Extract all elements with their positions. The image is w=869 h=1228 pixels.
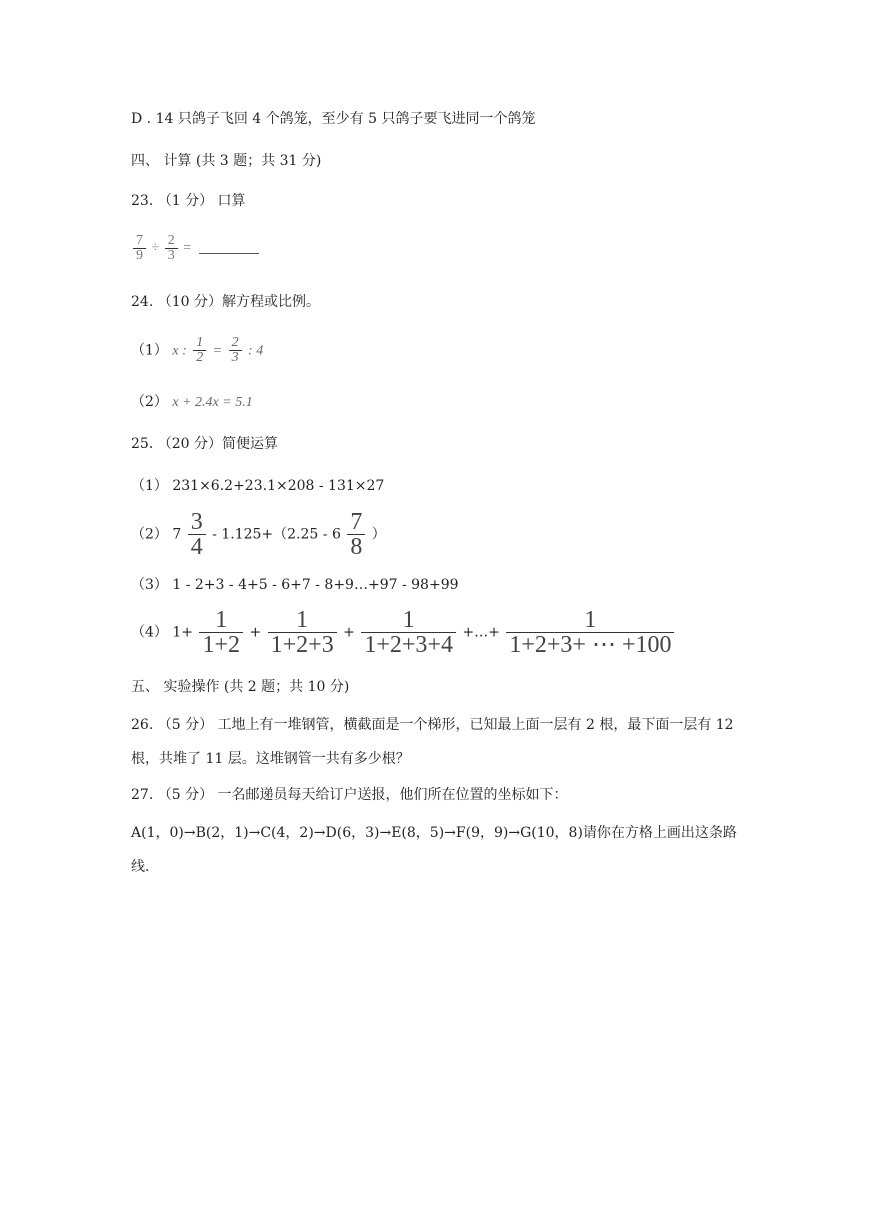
fraction: $\frac{2}{3}$	[229, 336, 242, 365]
q26-text: 26. （5 分） 工地上有一堆钢管，横截面是一个梯形，已知最上面一层有 2 根，最下面一层有 12 根，共堆了 11 层。这堆钢管一共有多少根？	[131, 717, 734, 767]
q25-part-2: （2） 7 $\frac{3}{4}$ - 1.125+（2.25 - 6 $\frac{7}{8}$ ）	[131, 509, 386, 560]
answer-blank[interactable]	[199, 253, 259, 254]
q24-part-1: （1） x : $\frac{1}{2}$ = $\frac{2}{3}$ : 4	[131, 335, 264, 365]
fraction: $\frac{3}{4}$	[188, 510, 206, 559]
option-d: D . 14 只鸽子飞回 4 个鸽笼，至少有 5 只鸽子要飞进同一个鸽笼	[131, 111, 536, 127]
q24-heading: 24. （10 分）解方程或比例。	[131, 294, 320, 310]
q25-part-3: （3） 1 - 2+3 - 4+5 - 6+7 - 8+9…+97 - 98+99	[131, 577, 459, 593]
q27-heading: 27. （5 分） 一名邮递员每天给订户送报，他们所在位置的坐标如下：	[131, 787, 568, 803]
fraction: $\frac{7}{9}$	[133, 234, 146, 263]
q25-part-1: （1） 231×6.2+23.1×208 - 131×27	[131, 478, 385, 494]
q25-heading: 25. （20 分）简便运算	[131, 436, 278, 452]
q23-heading: 23. （1 分） 口算	[131, 193, 246, 209]
fraction: $\frac{1}{1+2}$	[199, 608, 243, 657]
fraction: $\frac{1}{2}$	[193, 336, 206, 365]
section-4-title: 四、 计算 (共 3 题；共 31 分)	[131, 153, 322, 169]
q27-body: A(1，0)→B(2，1)→C(4，2)→D(6，3)→E(8，5)→F(9，9)→G(10，8)请你在方格上画出这条路线.	[131, 825, 737, 875]
q25-part-4: （4） 1+ $\frac{1}{1+2}$ + $\frac{1}{1+2+3}$ + $\frac{1}{1+2+3+4}$ +…+ $\frac{1}{1+2+3+ \cdots +100}$	[131, 608, 676, 657]
fraction: $\frac{1}{1+2+3+4}$	[361, 608, 456, 657]
section-5-title: 五、 实验操作 (共 2 题；共 10 分)	[131, 679, 350, 695]
fraction: $\frac{2}{3}$	[165, 234, 178, 263]
fraction: $\frac{1}{1+2+3}$	[268, 608, 337, 657]
q24-part-2: （2） x + 2.4x = 5.1	[131, 394, 253, 410]
fraction: $\frac{7}{8}$	[347, 510, 365, 559]
q23-expression: $\frac{7}{9}$ ÷ $\frac{2}{3}$ =	[131, 234, 259, 263]
fraction: $\frac{1}{1+2+3+ \cdots +100}$	[506, 608, 674, 657]
